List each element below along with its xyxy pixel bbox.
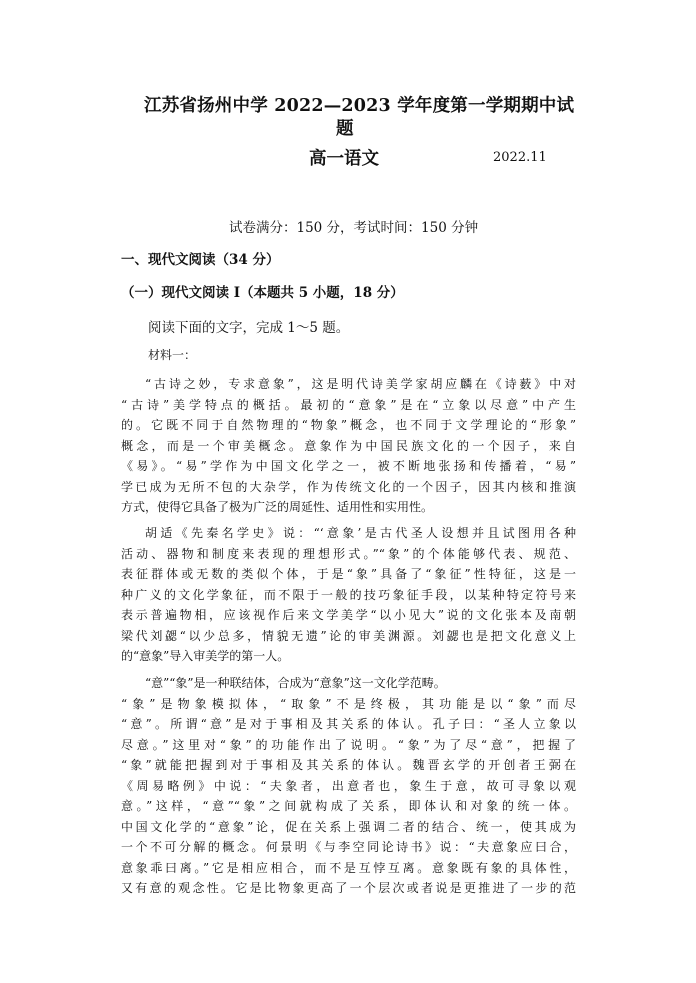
paragraph-line: 《周易略例》中说：“夫象者，出意者也，象生于意，故可寻象以观 (121, 778, 576, 793)
exam-title-line2: 题 (336, 119, 354, 139)
paragraph-1 (121, 374, 576, 518)
paragraph-line: 表示普遍物相，应该视作后来文学美学“以小见大”说的文化张本及南朝 (121, 608, 576, 622)
paragraph-line: 表征群体或无数的类似个体，于是“象”具备了“象征”性特征，这是一 (121, 567, 576, 581)
paragraph-line: 意象乖曰离。”它是相应相合，而不是互悖互离。意象既有象的具体性， (121, 860, 576, 875)
paragraph-line: 的“意象”导入审美学的第一人。 (121, 649, 290, 663)
material-label: 材料一： (148, 348, 197, 362)
paragraph-line: 胡适《先秦名学史》说：“‘意象’是古代圣人设想并且试图用各种 (145, 526, 576, 540)
paragraph-line: “象”是物象模拟体，“取象”不是终极，其功能是以“象”而尽 (121, 696, 576, 711)
paragraph-line: 一个不可分解的概念。何景明《与李空同论诗书》说：“夫意象应曰合， (121, 840, 576, 854)
subject-title: 高一语文 (309, 149, 379, 169)
paragraph-2 (121, 523, 576, 667)
paragraph-line: “古诗之妙，专求意象”，这是明代诗美学家胡应麟在《诗薮》中对 (145, 377, 576, 391)
paragraph-line: 中国文化学的“意象”论，促在关系上强调二者的结合、统一，使其成为 (121, 819, 576, 834)
paragraph-line: “意”“象”是一种联结体，合成为“意象”这一文化学范畴。 (145, 676, 446, 690)
paragraph-line: “象”就能把握到对于事相及其关系的体认。魏晋玄学的开创者王弼在 (121, 758, 576, 772)
paragraph-line: 活动、器物和制度来表现的理想形式。”“象”的个体能够代表、规范、 (121, 546, 576, 561)
exam-info: 试卷满分：150 分，考试时间：150 分钟 (229, 220, 479, 236)
paragraph-line: 的。它既不同于自然物理的“物象”概念，也不同于文学理论的“形象” (121, 418, 576, 432)
paragraph-line: 学已成为无所不包的大杂学，作为传统文化的一个因子，因其内核和推演 (121, 479, 576, 494)
paragraph-line: 方式，使得它具备了极为广泛的周延性、适用性和实用性。 (121, 500, 434, 514)
paragraph-line: 又有意的观念性。它是比物象更高了一个层次或者说是更推进了一步的范 (121, 881, 576, 895)
subsection-heading: （一）现代文阅读 I（本题共 5 小题，18 分） (121, 285, 404, 301)
exam-title-line1: 江苏省扬州中学 2022—2023 学年度第一学期期中试 (144, 96, 575, 116)
paragraph-line: 尽意。”这里对“象”的功能作出了说明。“象”为了尽“意”，把握了 (121, 737, 576, 752)
section-heading: 一、现代文阅读（34 分） (121, 252, 280, 268)
paragraph-line: 概念，而是一个审美概念。意象作为中国民族文化的一个因子，来自 (121, 438, 576, 453)
exam-date: 2022.11 (493, 150, 547, 165)
paragraph-line: “意”。所谓“意”是对于事相及其关系的体认。孔子曰：“圣人立象以 (121, 717, 576, 731)
paragraph-line: “古诗”美学特点的概括。最初的“意象”是在“立象以尽意”中产生 (121, 397, 576, 412)
instruction-text: 阅读下面的文字，完成 1～5 题。 (148, 320, 350, 336)
paragraph-line: 梁代刘勰“以少总多，情貌无遗”论的审美渊源。刘勰也是把文化意义上 (121, 628, 576, 643)
paragraph-line: 种广义的文化学象征，而不限于一般的技巧象征手段，以某种特定符号来 (121, 587, 576, 602)
paragraph-3 (121, 673, 576, 899)
paragraph-line: 《易》。“易”学作为中国文化学之一，被不断地张扬和传播着，“易” (121, 459, 576, 473)
paragraph-line: 意。”这样，“意”“象”之间就构成了关系，即体认和对象的统一体。 (121, 799, 576, 813)
